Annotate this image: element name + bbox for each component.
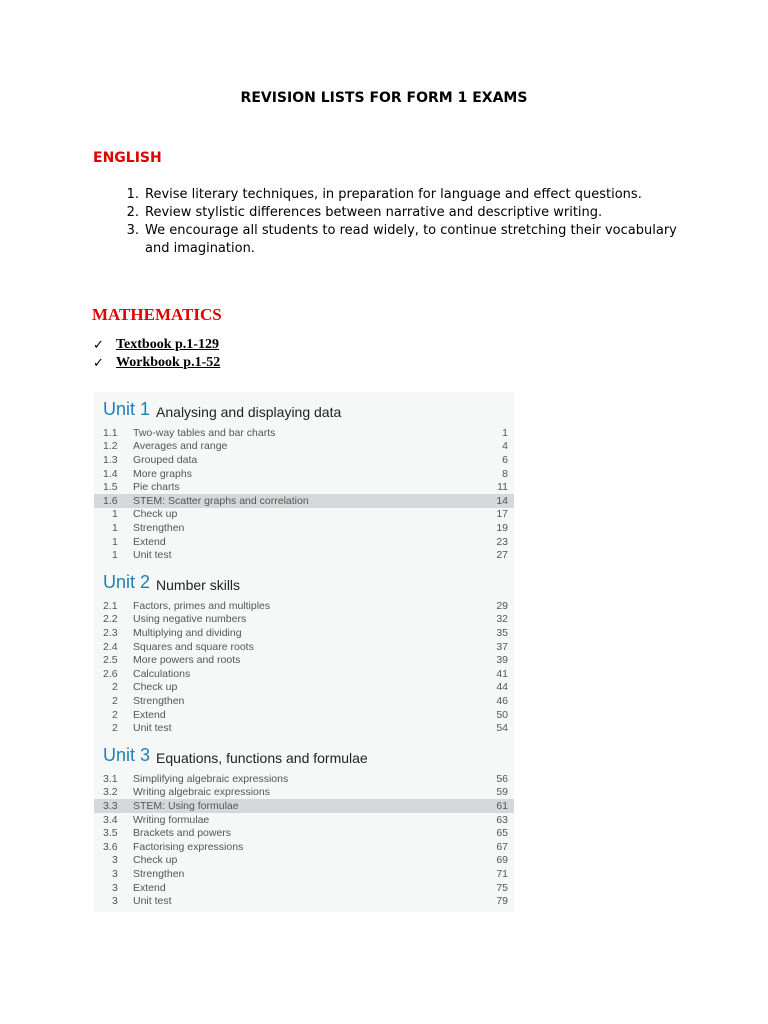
workbook-pages: Workbook p.1-52 <box>116 355 221 370</box>
section-title: Extend <box>133 708 166 721</box>
section-number: 3.2 <box>103 786 118 799</box>
contents-row <box>94 694 514 708</box>
list-text: We encourage all students to read widely, to continue stretching their vocabulary and imagination. <box>145 223 677 256</box>
section-number: 3.5 <box>103 827 118 840</box>
page-number: 37 <box>496 640 508 653</box>
contents-row <box>94 640 514 654</box>
section-number: 1 <box>112 508 118 521</box>
page-number: 41 <box>496 667 508 680</box>
page-number: 69 <box>496 854 508 867</box>
section-title: Pie charts <box>133 481 180 494</box>
list-item <box>93 186 693 204</box>
unit-number: Unit 2 <box>103 572 151 592</box>
contents-row <box>94 681 514 695</box>
section-number: 1.4 <box>103 467 118 480</box>
section-title: Check up <box>133 508 178 521</box>
section-number: 1 <box>112 549 118 562</box>
section-number: 2.3 <box>103 626 118 639</box>
section-number: 1.6 <box>103 494 118 507</box>
section-number: 2 <box>112 694 118 707</box>
section-number: 3 <box>112 881 118 894</box>
section-title: Check up <box>133 854 178 867</box>
section-title: More powers and roots <box>133 654 241 667</box>
section-title: Factorising expressions <box>133 840 244 853</box>
page-number: 56 <box>496 772 508 785</box>
contents-row <box>94 840 514 854</box>
section-title: Extend <box>133 535 166 548</box>
page-number: 65 <box>496 827 508 840</box>
section-title: Unit test <box>133 895 172 908</box>
contents-row <box>94 626 514 640</box>
english-heading: ENGLISH <box>93 150 162 166</box>
contents-row <box>94 786 514 800</box>
contents-row <box>94 721 514 735</box>
page-number: 46 <box>496 694 508 707</box>
contents-row <box>94 599 514 613</box>
page-number: 59 <box>496 786 508 799</box>
unit-header <box>94 392 514 420</box>
contents-rows <box>94 772 514 908</box>
list-number: 3. <box>126 223 139 238</box>
contents-row <box>94 613 514 627</box>
list-number: 1. <box>126 187 139 202</box>
contents-row <box>94 826 514 840</box>
unit-1-contents <box>94 392 514 566</box>
section-number: 3.6 <box>103 840 118 853</box>
contents-row <box>94 653 514 667</box>
section-title: Unit test <box>133 549 172 562</box>
contents-row <box>94 854 514 868</box>
section-number: 3 <box>112 867 118 880</box>
unit-header <box>94 565 514 593</box>
contents-row <box>94 813 514 827</box>
list-item <box>93 354 220 372</box>
page-number: 27 <box>496 549 508 562</box>
contents-row <box>94 867 514 881</box>
section-number: 2.4 <box>103 640 118 653</box>
contents-row <box>94 426 514 440</box>
contents-row <box>94 772 514 786</box>
contents-row <box>94 453 514 467</box>
section-number: 2 <box>112 681 118 694</box>
page-number: 19 <box>496 521 508 534</box>
section-title: Check up <box>133 681 178 694</box>
section-title: Squares and square roots <box>133 640 254 653</box>
book-list <box>93 336 220 372</box>
section-number: 2.5 <box>103 654 118 667</box>
contents-row <box>94 521 514 535</box>
section-number: 2 <box>112 722 118 735</box>
contents-row <box>94 467 514 481</box>
contents-row <box>94 708 514 722</box>
page-number: 4 <box>502 440 508 453</box>
section-title: Strengthen <box>133 521 185 534</box>
page-number: 11 <box>497 481 508 494</box>
unit-title: Equations, functions and formulae <box>156 750 368 766</box>
mathematics-heading: MATHEMATICS <box>92 305 222 324</box>
unit-number: Unit 3 <box>103 745 151 765</box>
unit-header <box>94 738 514 766</box>
contents-rows <box>94 426 514 562</box>
section-title: Multiplying and dividing <box>133 626 242 639</box>
section-title: Two-way tables and bar charts <box>133 426 276 439</box>
section-number: 1.3 <box>103 453 118 466</box>
section-number: 3.1 <box>103 772 118 785</box>
english-list <box>93 186 693 258</box>
page-number: 32 <box>496 613 508 626</box>
page-number: 14 <box>496 494 508 507</box>
section-title: Unit test <box>133 722 172 735</box>
page-number: 61 <box>496 799 508 812</box>
unit-number: Unit 1 <box>103 399 151 419</box>
section-number: 3 <box>112 895 118 908</box>
section-title: Writing algebraic expressions <box>133 786 270 799</box>
section-title: Grouped data <box>133 453 198 466</box>
page-number: 63 <box>496 813 508 826</box>
page-number: 35 <box>496 626 508 639</box>
section-title: Writing formulae <box>133 813 210 826</box>
section-title: Averages and range <box>133 440 228 453</box>
unit-title: Analysing and displaying data <box>156 404 342 420</box>
contents-row <box>94 440 514 454</box>
page-number: 29 <box>496 599 508 612</box>
section-number: 3.4 <box>103 813 118 826</box>
page-number: 8 <box>502 467 508 480</box>
page-number: 54 <box>496 722 508 735</box>
list-item <box>93 336 220 354</box>
document-title: REVISION LISTS FOR FORM 1 EXAMS <box>240 90 528 106</box>
contents-row <box>94 881 514 895</box>
page-number: 71 <box>496 867 508 880</box>
section-title: More graphs <box>133 467 192 480</box>
section-number: 1.1 <box>103 426 118 439</box>
checkmark-icon: ✓ <box>93 337 104 352</box>
list-number: 2. <box>126 205 139 220</box>
section-number: 1 <box>112 521 118 534</box>
list-item <box>93 204 693 222</box>
section-title: STEM: Using formulae <box>133 799 239 812</box>
list-item <box>93 222 693 258</box>
section-number: 2 <box>112 708 118 721</box>
page-number: 75 <box>496 881 508 894</box>
contents-row <box>94 894 514 908</box>
page-number: 50 <box>496 708 508 721</box>
unit-title: Number skills <box>156 577 241 593</box>
contents-row <box>94 535 514 549</box>
section-title: STEM: Scatter graphs and correlation <box>133 494 309 507</box>
contents-row <box>94 799 514 813</box>
checkmark-icon: ✓ <box>93 355 104 370</box>
contents-rows <box>94 599 514 735</box>
contents-row <box>94 508 514 522</box>
list-text: Revise literary techniques, in preparation for language and effect questions. <box>145 187 642 202</box>
contents-row <box>94 548 514 562</box>
section-title: Extend <box>133 881 166 894</box>
section-number: 2.6 <box>103 667 118 680</box>
section-title: Factors, primes and multiples <box>133 599 271 612</box>
section-title: Strengthen <box>133 867 185 880</box>
section-title: Simplifying algebraic expressions <box>133 772 289 785</box>
page-number: 79 <box>496 895 508 908</box>
contents-row <box>94 480 514 494</box>
section-title: Calculations <box>133 667 191 680</box>
section-number: 1 <box>112 535 118 548</box>
section-number: 2.1 <box>103 599 118 612</box>
section-title: Using negative numbers <box>133 613 247 626</box>
contents-row <box>94 494 514 508</box>
page-number: 67 <box>496 840 508 853</box>
section-number: 3 <box>112 854 118 867</box>
section-number: 1.5 <box>103 481 118 494</box>
list-text: Review stylistic differences between narrative and descriptive writing. <box>145 205 603 220</box>
contents-row <box>94 667 514 681</box>
section-number: 2.2 <box>103 613 118 626</box>
section-title: Brackets and powers <box>133 827 232 840</box>
page-number: 6 <box>502 453 508 466</box>
section-number: 3.3 <box>103 799 118 812</box>
section-title: Strengthen <box>133 694 185 707</box>
page-number: 1 <box>502 426 508 439</box>
page-number: 23 <box>496 535 508 548</box>
page-number: 39 <box>496 654 508 667</box>
unit-3-contents <box>94 738 514 912</box>
page-number: 44 <box>496 681 508 694</box>
section-number: 1.2 <box>103 440 118 453</box>
page-number: 17 <box>496 508 508 521</box>
unit-2-contents <box>94 565 514 739</box>
textbook-pages: Textbook p.1-129 <box>116 337 219 352</box>
